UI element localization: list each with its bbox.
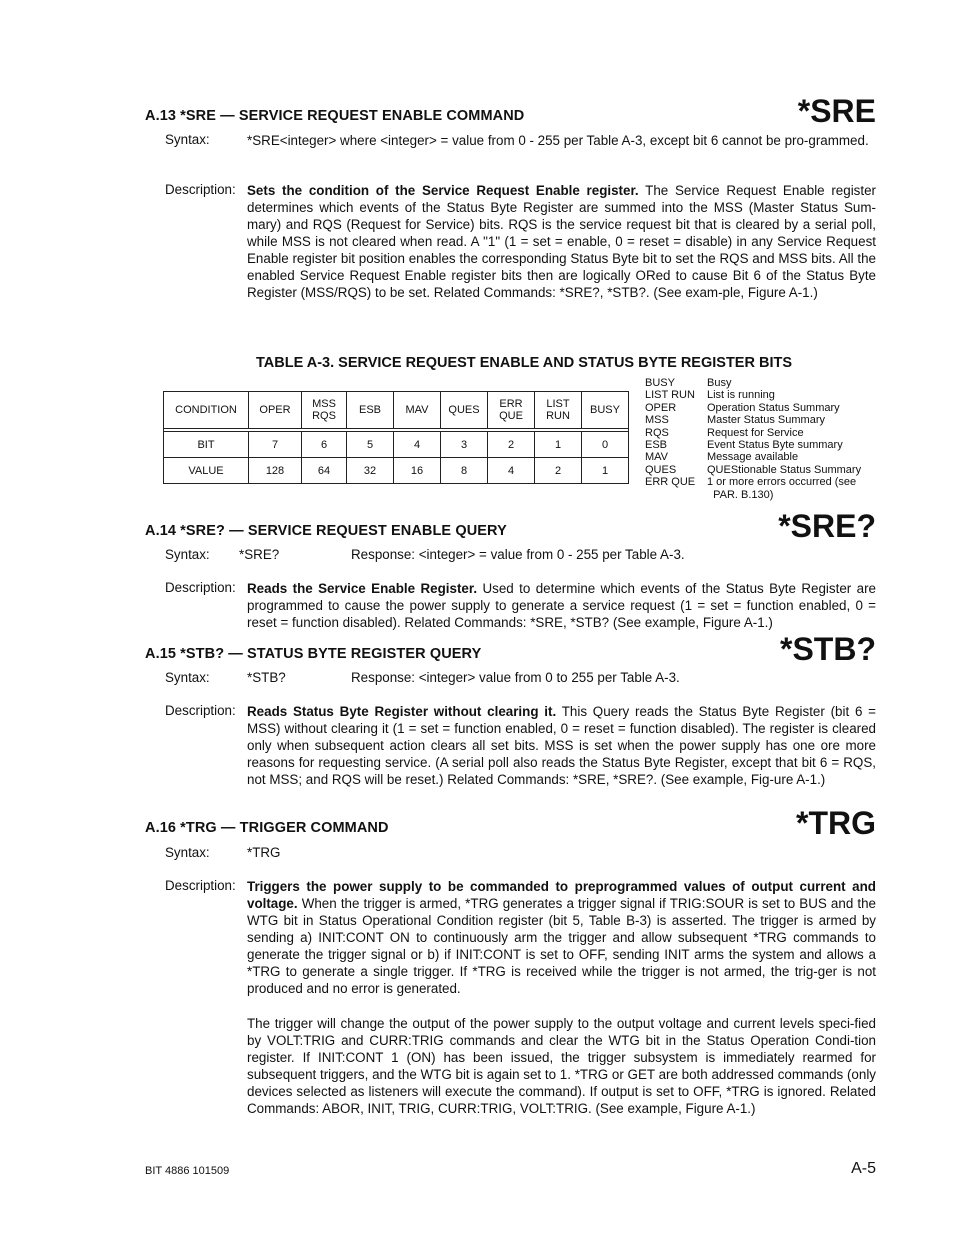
syntax-response: Response: <integer> = value from 0 - 255 per Table A-3. [351,547,685,562]
table-header-cell: CONDITION [164,392,249,429]
command-title-stb-query: *STB? [780,631,876,667]
legend-abbrev: OPER [645,401,677,414]
table-cell: 1 [582,458,629,484]
legend-item [645,389,861,401]
legend-abbrev: MAV [645,451,669,464]
table-row-value [164,458,629,484]
description-text [247,182,876,301]
syntax-label: Syntax: [165,670,210,685]
table-cell: 1 [535,432,582,458]
section-heading-a13: A.13 *SRE — SERVICE REQUEST ENABLE COMMAND [145,108,525,124]
table-cell: 8 [441,458,488,484]
syntax-command: *SRE? [239,547,280,562]
register-bits-table [163,391,629,484]
legend-meaning: QUEStionable Status Summary [707,463,862,476]
description-body: When the trigger is armed, *TRG generates a trigger signal if TRIG:SOUR is set to BUS and the WTG bit in Status Operational Condition register (bit 5, Table B-3) is asserted. The trigger is armed by sending a) INIT:CONT ON to continuously arm the trigger and allow subsequent *TRG commands to generate the trigger signal or b) if INIT:CONT is set to OFF, sending INIT arms the system and allows a *TRG to generate a single trigger. If *TRG is received while the trigger is not armed, the trig-ger is not produced and no error is generated. [247,896,876,996]
table-header-cell: ERR QUE [488,392,535,429]
legend-meaning: PAR. B.130) [707,488,774,501]
table-cell: 5 [347,432,394,458]
section-heading-a14: A.14 *SRE? — SERVICE REQUEST ENABLE QUERY [145,523,507,539]
table-legend [645,377,861,501]
syntax-text: *SRE<integer> where <integer> = value from 0 - 255 per Table A-3, except bit 6 cannot be pro-grammed. [247,133,869,148]
table-cell: 128 [249,458,302,484]
description-body: Used to determine which events of the Status Byte Register are programmed to cause the power supply to generate a service request (1 = set = function enabled, 0 = reset = function disabled). Related Commands: *SRE, *STB? (See example, Figure A-1.) [247,581,876,630]
description-text [247,580,876,631]
syntax-label: Syntax: [165,845,210,860]
table-cell: 4 [394,432,441,458]
document-id: BIT 4886 101509 [145,1165,230,1177]
description-text [247,878,876,997]
table-header-cell: QUES [441,392,488,429]
description-lead: Reads the Service Enable Register. [247,581,478,596]
table-cell: 6 [302,432,347,458]
syntax-response: Response: <integer> value from 0 to 255 per Table A-3. [351,670,680,685]
legend-item [645,377,861,389]
table-header-cell: MAV [394,392,441,429]
legend-item [645,439,861,451]
table-cell: 3 [441,432,488,458]
section-heading-a15: A.15 *STB? — STATUS BYTE REGISTER QUERY [145,646,482,662]
description-body: This Query reads the Status Byte Register (bit 6 = MSS) without clearing it (1 = set = function enabled, 0 = reset = function disabled). The register is cleared only when subsequent action clears all set bits. MSS is set when the power supply has one ore more reasons for requesting service. (A serial poll also reads the Status Byte Register, except that bit 6 = RQS, not MSS; and RQS will be reset.) Related Commands: *SRE, *SRE?. (See example, Fig-ure A-1.) [247,704,876,787]
page-number: A-5 [851,1160,876,1177]
legend-abbrev: MSS [645,414,669,427]
description-label: Description: [165,580,236,595]
legend-abbrev [645,489,707,501]
table-row-bit [164,432,629,458]
description-label: Description: [165,703,236,718]
description-lead: Reads Status Byte Register without clearing it. [247,704,557,719]
table-title: TABLE A-3. SERVICE REQUEST ENABLE AND STATUS BYTE REGISTER BITS [255,355,792,371]
command-title-sre-query: *SRE? [778,508,876,544]
table-cell: 0 [582,432,629,458]
legend-abbrev: ESB [645,439,668,452]
section-heading-a16: A.16 *TRG — TRIGGER COMMAND [145,820,389,836]
table-header-cell: BUSY [582,392,629,429]
legend-item [645,414,861,426]
description-paragraph-2: The trigger will change the output of the power supply to the output voltage and current levels speci-fied by VOLT:TRIG and CURR:TRIG commands and clear the WTG bit in the Status Operation Condi-tion register. If INIT:CONT 1 (ON) has been issued, the trigger subsystem is immediately rearmed for subsequent triggers, and the WTG bit is again set to 1. *TRG or GET are both addressed commands (only devices selected as listeners will execute the command). If output is set to OFF, *TRG is ignored. Related Commands: ABOR, INIT, TRIG, CURR:TRIG, VOLT:TRIG. (See example, Figure A-1.) [247,1016,876,1116]
table-cell: 64 [302,458,347,484]
table-cell: VALUE [164,458,249,484]
legend-meaning: Busy [707,377,732,389]
legend-abbrev: BUSY [645,377,675,389]
table-header-cell: LIST RUN [535,392,582,429]
table-header-cell: MSS RQS [302,392,347,429]
table-cell: 2 [535,458,582,484]
table-cell: 4 [488,458,535,484]
legend-meaning: Operation Status Summary [707,401,840,414]
syntax-label: Syntax: [165,132,210,147]
table-cell: 2 [488,432,535,458]
legend-abbrev: ERR QUE [645,476,696,489]
syntax-command: *STB? [247,670,286,685]
description-lead: Triggers the power supply to be commanded to preprogrammed values of output current and voltage. [247,879,876,911]
table-header-cell: ESB [347,392,394,429]
legend-abbrev: QUES [645,463,677,476]
command-title-trg: *TRG [796,805,876,841]
legend-meaning: List is running [707,389,775,402]
legend-item [645,464,861,476]
syntax-command: *TRG [247,845,281,860]
table-cell: 7 [249,432,302,458]
legend-abbrev: LIST RUN [645,389,695,402]
legend-item [645,427,861,439]
table-header-row [164,392,629,429]
legend-abbrev: RQS [645,426,669,439]
description-label: Description: [165,182,236,197]
description-body: The Service Request Enable register determines which events of the Status Byte Register are summed into the MSS (Master Status Sum-mary) and RQS (Request for Service) bits. RQS is the service request bit that is cleared by a serial poll, while MSS is not cleared when read. A "1" (1 = set = enable, 0 = reset = disable) in any Service Request Enable register bit position enables the corresponding Status Byte bit to set the RQS and MSS bits. All the enabled Service Request Enable register bits then are logically ORed to cause Bit 6 of the Status Byte Register (MSS/RQS) to be set. Related Commands: *SRE?, *STB?. (See exam-ple, Figure A-1.) [247,183,876,300]
syntax-label: Syntax: [165,547,210,562]
legend-item [645,402,861,414]
table-header-cell: OPER [249,392,302,429]
legend-meaning: Request for Service [707,426,804,439]
legend-meaning: 1 or more errors occurred (see [707,476,857,489]
legend-item [645,451,861,463]
legend-meaning: Event Status Byte summary [707,439,843,452]
description-text [247,703,876,788]
legend-meaning: Message available [707,451,799,464]
description-lead: Sets the condition of the Service Request Enable register. [247,183,639,198]
command-title-sre: *SRE [797,93,876,129]
legend-meaning: Master Status Summary [707,414,825,427]
legend-item [645,476,861,488]
table-cell: 16 [394,458,441,484]
table-cell: 32 [347,458,394,484]
description-label: Description: [165,878,236,893]
legend-item [645,489,861,501]
table-cell: BIT [164,432,249,458]
